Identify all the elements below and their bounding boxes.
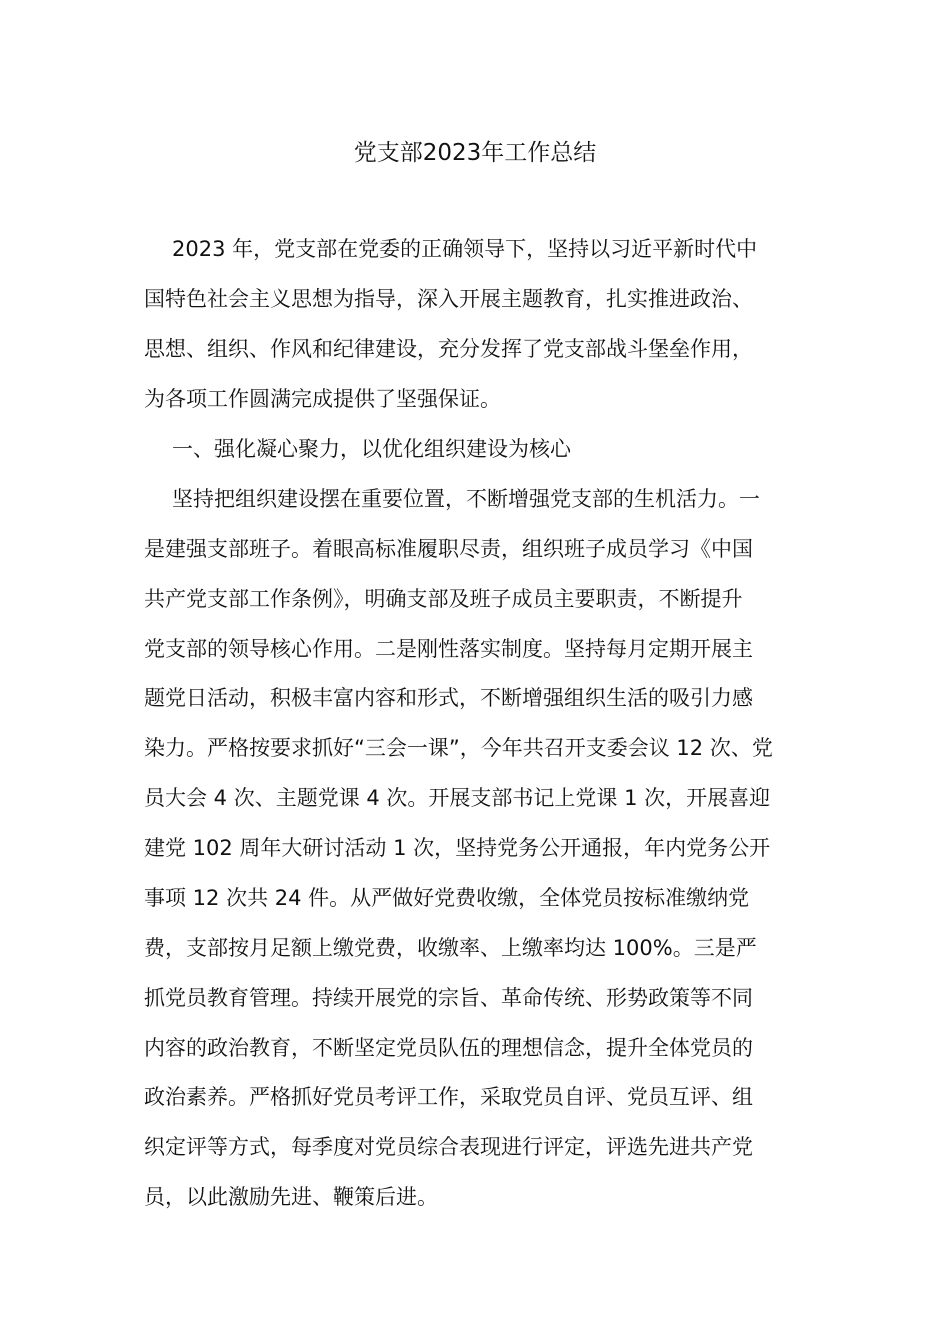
paragraph-2-line-9: 事项 12 次共 24 件。从严做好党费收缴，全体党员按标准缴纳党	[144, 886, 750, 910]
paragraph-1-line-1: 2023 年，党支部在党委的正确领导下，坚持以习近平新时代中	[172, 237, 758, 261]
paragraph-1-line-4: 为各项工作圆满完成提供了坚强保证。	[144, 387, 501, 411]
paragraph-2-line-2: 是建强支部班子。着眼高标准履职尽责，组织班子成员学习《中国	[144, 537, 753, 561]
paragraph-2-line-3: 共产党支部工作条例》，明确支部及班子成员主要职责，不断提升	[144, 587, 743, 611]
paragraph-2-line-1: 坚持把组织建设摆在重要位置，不断增强党支部的生机活力。一	[172, 487, 760, 511]
section-heading-1: 一、强化凝心聚力，以优化组织建设为核心	[172, 437, 571, 461]
paragraph-2-line-15: 员，以此激励先进、鞭策后进。	[144, 1185, 438, 1209]
paragraph-2-line-6: 染力。严格按要求抓好“三会一课”，今年共召开支委会议 12 次、党	[144, 736, 773, 760]
paragraph-2-line-8: 建党 102 周年大研讨活动 1 次，坚持党务公开通报，年内党务公开	[144, 836, 771, 860]
paragraph-2-line-4: 党支部的领导核心作用。二是刚性落实制度。坚持每月定期开展主	[144, 637, 753, 661]
paragraph-1-line-3: 思想、组织、作风和纪律建设，充分发挥了党支部战斗堡垒作用，	[144, 337, 753, 361]
paragraph-2-line-13: 政治素养。严格抓好党员考评工作，采取党员自评、党员互评、组	[144, 1085, 753, 1109]
document-title: 党支部2023年工作总结	[353, 140, 597, 166]
paragraph-2-line-14: 织定评等方式，每季度对党员综合表现进行评定，评选先进共产党	[144, 1135, 753, 1159]
paragraph-2-line-7: 员大会 4 次、主题党课 4 次。开展支部书记上党课 1 次，开展喜迎	[144, 786, 771, 810]
paragraph-1-line-2: 国特色社会主义思想为指导，深入开展主题教育，扎实推进政治、	[144, 287, 753, 311]
paragraph-2-line-12: 内容的政治教育，不断坚定党员队伍的理想信念，提升全体党员的	[144, 1036, 753, 1060]
paragraph-2-line-11: 抓党员教育管理。持续开展党的宗旨、革命传统、形势政策等不同	[144, 986, 753, 1010]
paragraph-2-line-10: 费，支部按月足额上缴党费，收缴率、上缴率均达 100%。三是严	[144, 936, 757, 960]
paragraph-2-line-5: 题党日活动，积极丰富内容和形式，不断增强组织生活的吸引力感	[144, 686, 753, 710]
